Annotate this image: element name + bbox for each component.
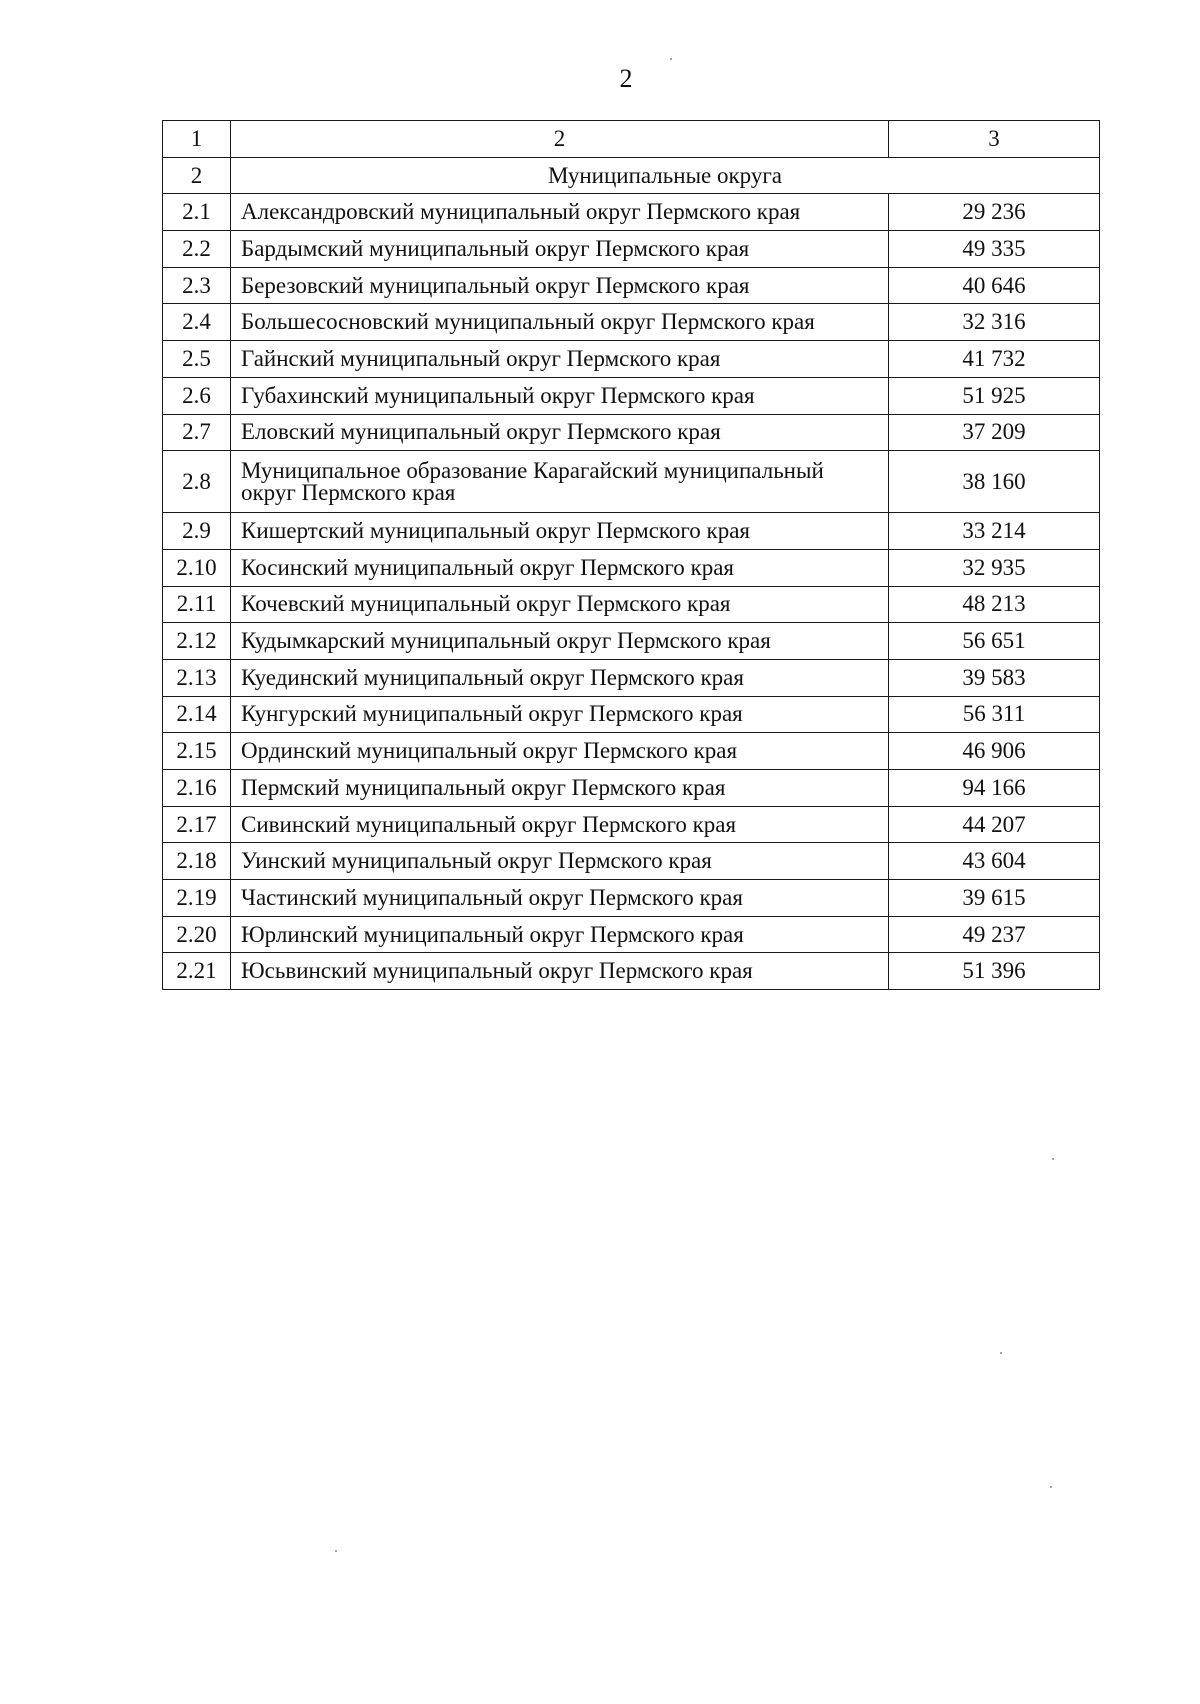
table-row [163,806,1100,843]
row-number: 2.21 [163,953,231,990]
table-row [163,843,1100,880]
district-value: 37 209 [889,414,1100,451]
section-number: 2 [163,157,231,194]
table-row [163,377,1100,414]
district-name: Частинский муниципальный округ Пермского края [231,880,889,917]
district-name: Большесосновский муниципальный округ Пермского края [231,304,889,341]
row-number: 2.10 [163,549,231,586]
row-number: 2.8 [163,451,231,513]
row-number: 2.1 [163,194,231,231]
district-name: Бардымский муниципальный округ Пермского края [231,231,889,268]
header-col-2: 2 [231,121,889,158]
district-value: 46 906 [889,733,1100,770]
table-row [163,916,1100,953]
row-number: 2.19 [163,880,231,917]
district-value: 44 207 [889,806,1100,843]
district-name: Березовский муниципальный округ Пермского края [231,267,889,304]
scan-speck [1050,1486,1052,1488]
section-title: Муниципальные округа [231,157,1100,194]
table-row [163,549,1100,586]
district-value: 39 615 [889,880,1100,917]
municipal-districts-table [162,120,1100,990]
table-row [163,513,1100,550]
table-row [163,696,1100,733]
district-name: Александровский муниципальный округ Пермского края [231,194,889,231]
district-value: 49 237 [889,916,1100,953]
row-number: 2.20 [163,916,231,953]
district-name: Ординский муниципальный округ Пермского края [231,733,889,770]
row-number: 2.4 [163,304,231,341]
district-value: 56 311 [889,696,1100,733]
district-name: Гайнский муниципальный округ Пермского края [231,341,889,378]
row-number: 2.16 [163,770,231,807]
district-value: 94 166 [889,770,1100,807]
district-name: Кунгурский муниципальный округ Пермского края [231,696,889,733]
row-number: 2.12 [163,623,231,660]
table-row [163,267,1100,304]
district-value: 56 651 [889,623,1100,660]
district-value: 40 646 [889,267,1100,304]
row-number: 2.3 [163,267,231,304]
district-value: 41 732 [889,341,1100,378]
row-number: 2.9 [163,513,231,550]
row-number: 2.2 [163,231,231,268]
district-name: Сивинский муниципальный округ Пермского края [231,806,889,843]
district-value: 48 213 [889,586,1100,623]
table-row [163,586,1100,623]
table-row [163,659,1100,696]
district-name: Еловский муниципальный округ Пермского края [231,414,889,451]
district-value: 32 316 [889,304,1100,341]
row-number: 2.5 [163,341,231,378]
table-row [163,304,1100,341]
district-value: 49 335 [889,231,1100,268]
district-name: Косинский муниципальный округ Пермского края [231,549,889,586]
district-value: 29 236 [889,194,1100,231]
table-row [163,451,1100,513]
scan-speck [670,58,672,60]
district-name: Муниципальное образование Карагайский муниципальный округ Пермского края [231,451,889,513]
district-value: 38 160 [889,451,1100,513]
row-number: 2.14 [163,696,231,733]
table-row [163,231,1100,268]
table-row [163,623,1100,660]
row-number: 2.18 [163,843,231,880]
row-number: 2.17 [163,806,231,843]
district-name: Куединский муниципальный округ Пермского края [231,659,889,696]
row-number: 2.13 [163,659,231,696]
header-col-1: 1 [163,121,231,158]
district-value: 51 925 [889,377,1100,414]
district-value: 32 935 [889,549,1100,586]
scan-speck [335,1550,337,1552]
district-name: Юрлинский муниципальный округ Пермского края [231,916,889,953]
table-row [163,880,1100,917]
district-name: Пермский муниципальный округ Пермского края [231,770,889,807]
row-number: 2.6 [163,377,231,414]
table-row [163,733,1100,770]
district-value: 43 604 [889,843,1100,880]
district-value: 33 214 [889,513,1100,550]
table-row [163,414,1100,451]
district-value: 51 396 [889,953,1100,990]
header-col-3: 3 [889,121,1100,158]
table-row [163,770,1100,807]
page-number: 2 [619,64,633,93]
row-number: 2.11 [163,586,231,623]
scan-speck [1000,1352,1002,1354]
table-row [163,341,1100,378]
table-header-row [163,121,1100,158]
district-name: Кудымкарский муниципальный округ Пермского края [231,623,889,660]
row-number: 2.15 [163,733,231,770]
section-row [163,157,1100,194]
row-number: 2.7 [163,414,231,451]
table-row [163,194,1100,231]
district-name: Уинский муниципальный округ Пермского края [231,843,889,880]
district-name: Кочевский муниципальный округ Пермского края [231,586,889,623]
scan-speck [1052,1158,1054,1160]
district-name: Губахинский муниципальный округ Пермского края [231,377,889,414]
district-name: Кишертский муниципальный округ Пермского края [231,513,889,550]
table-row [163,953,1100,990]
district-name: Юсьвинский муниципальный округ Пермского края [231,953,889,990]
district-value: 39 583 [889,659,1100,696]
